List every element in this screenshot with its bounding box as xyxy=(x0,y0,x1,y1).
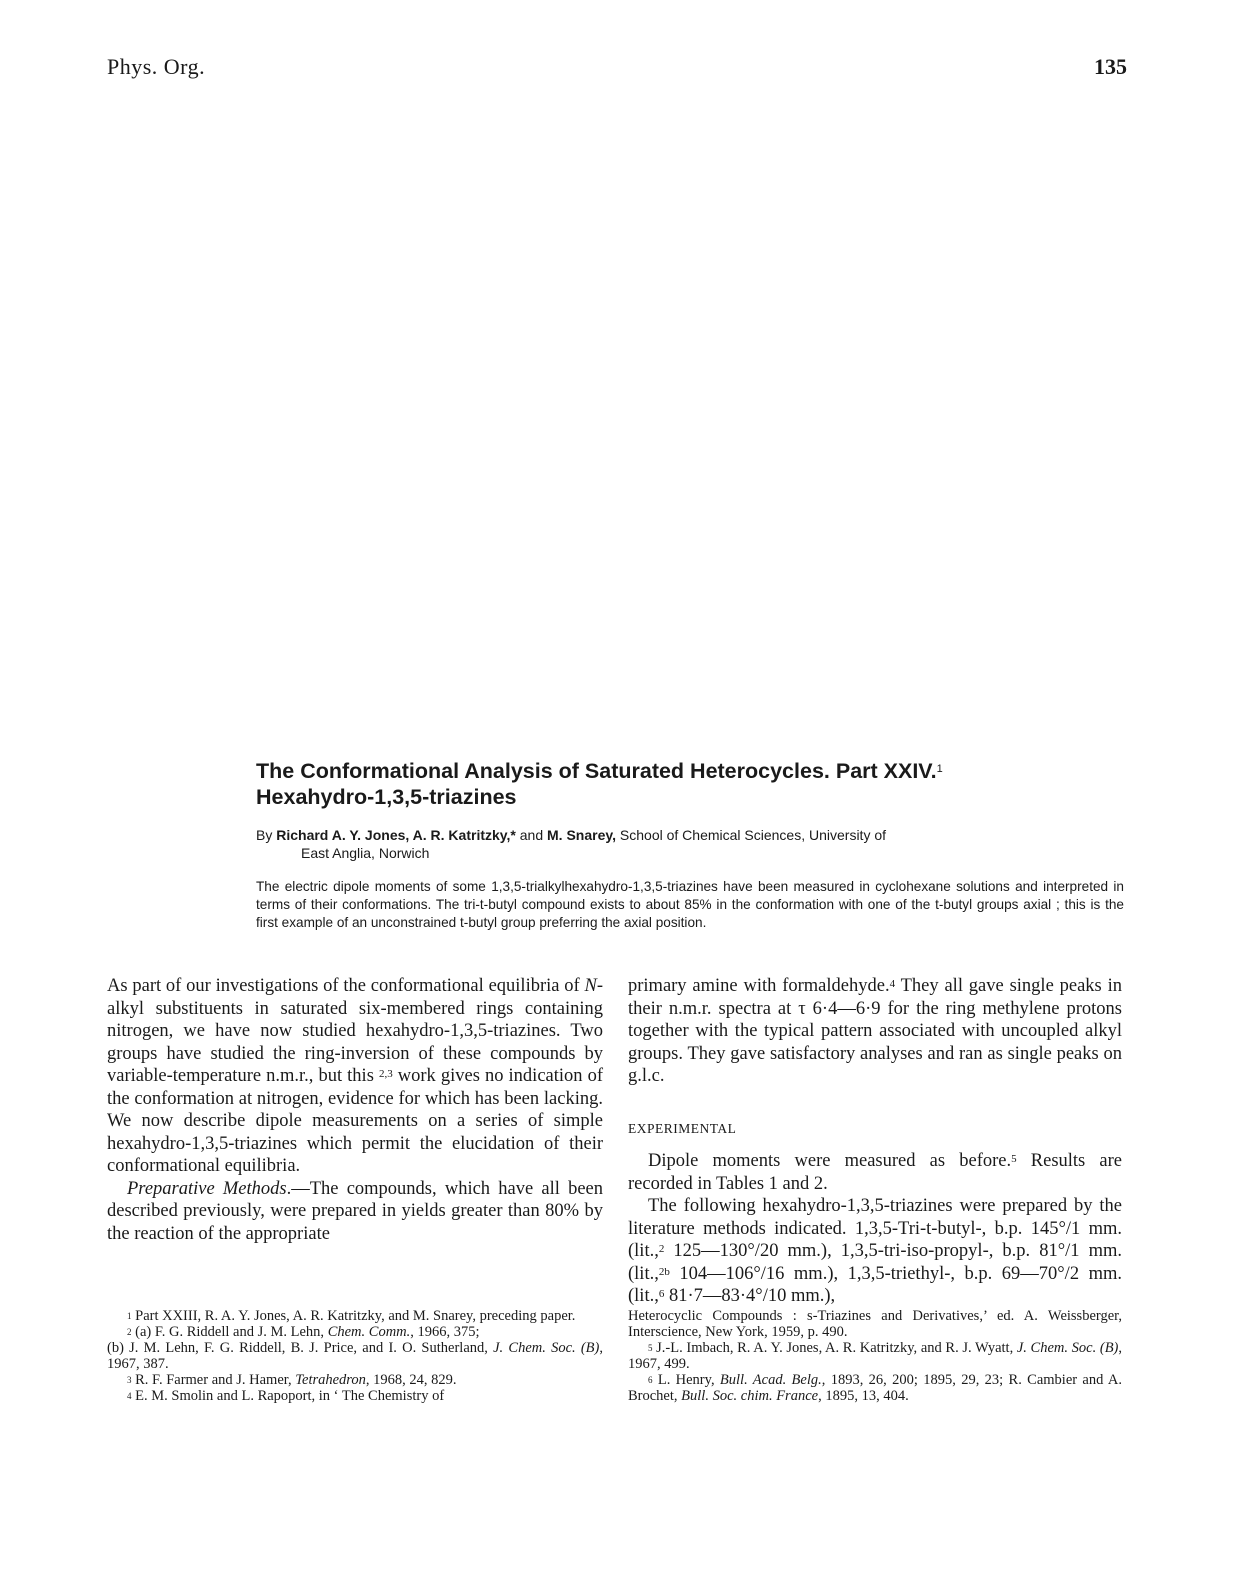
footnote-5-number: 5 xyxy=(648,1343,653,1353)
ref-2b: 2b xyxy=(658,1265,670,1278)
intro-italic-n: N xyxy=(584,976,597,996)
continuation-text-b: They all gave single peaks in their n.m.r. spectra at τ 6·4—6·9 for the ring methylene protons together with the typical pattern associated with uncoupled alkyl groups. They gave satisfactory analyses and ran as single peaks on g.l.c. xyxy=(628,976,1122,1086)
footnote-3-text: R. F. Farmer and J. Hamer, xyxy=(131,1372,296,1388)
intro-text-b: -alkyl substituents in saturated six-membered rings containing nitrogen, we have now studied hexahydro-1,3,5-triazines. Two groups have studied the ring-inversion of these compounds by variable-temperature n.m.r., but this xyxy=(107,976,603,1086)
footnote-5 xyxy=(628,1340,1122,1372)
title-line-1: The Conformational Analysis of Saturated Heterocycles. Part XXIV. xyxy=(256,759,937,783)
footnote-4-text: E. M. Smolin and L. Rapoport, in ‘ The Chemistry of xyxy=(131,1388,445,1404)
triazines-paragraph xyxy=(628,1195,1122,1308)
footnote-2-number: 2 xyxy=(127,1327,132,1337)
footnote-3-journal: Tetrahedron xyxy=(295,1372,366,1388)
continuation-paragraph xyxy=(628,975,1122,1088)
footnote-6 xyxy=(628,1372,1122,1404)
footnote-2a-text: (a) F. G. Riddell and J. M. Lehn, xyxy=(131,1324,328,1340)
footnote-4-number: 4 xyxy=(127,1391,132,1401)
footnote-1-text: Part XXIII, R. A. Y. Jones, A. R. Katritzky, and M. Snarey, preceding paper. xyxy=(131,1308,576,1324)
byline xyxy=(256,826,1124,862)
dipole-paragraph xyxy=(628,1150,1122,1195)
affiliation-2: East Anglia, Norwich xyxy=(301,845,430,861)
footnote-2b-text: (b) J. M. Lehn, F. G. Riddell, B. J. Price, and I. O. Sutherland, xyxy=(107,1340,494,1356)
footnote-5-text: J.-L. Imbach, R. A. Y. Jones, A. R. Katritzky, and R. J. Wyatt, xyxy=(652,1340,1017,1356)
running-head: Phys. Org. xyxy=(107,54,206,79)
intro-paragraph xyxy=(107,975,603,1178)
footnote-3-number: 3 xyxy=(127,1375,132,1385)
footnote-4-continued: Heterocyclic Compounds : s-Triazines and Derivatives,’ ed. A. Weissberger, Interscience, New York, 1959, p. 490. xyxy=(628,1308,1122,1340)
page-number: 135 xyxy=(1094,54,1127,79)
left-column xyxy=(107,975,603,1245)
affiliation-1: School of Chemical Sciences, University of xyxy=(616,827,887,843)
footnote-6-rest: , 1895, 13, 404. xyxy=(818,1388,909,1404)
title-footnote-ref: 1 xyxy=(936,763,943,775)
footnote-3 xyxy=(107,1372,603,1388)
footnote-6-number: 6 xyxy=(648,1375,653,1385)
footnote-2b-rest: , 1967, 387. xyxy=(107,1340,603,1372)
ref-4: 4 xyxy=(889,978,896,990)
byline-by: By xyxy=(256,827,277,843)
footnote-2b-journal: J. Chem. Soc. (B) xyxy=(493,1340,600,1356)
triazines-text-b: 125—130°/20 mm.), 1,3,5-tri-iso-propyl-, b.p. 81°/1 mm. (lit., xyxy=(628,1241,1122,1284)
continuation-text-a: primary amine with formaldehyde. xyxy=(628,976,890,996)
footnotes-left xyxy=(107,1308,603,1404)
footnote-2a-rest: , 1966, 375; xyxy=(410,1324,480,1340)
byline-and: and xyxy=(515,827,548,843)
ref-5: 5 xyxy=(1011,1153,1017,1165)
intro-text-a: As part of our investigations of the conformational equilibria of xyxy=(107,976,585,996)
footnote-1-number: 1 xyxy=(127,1311,132,1321)
footnote-6-mid: , 1893, 26, 200; 1895, 29, 23; R. Cambier and A. Brochet, xyxy=(628,1372,1123,1404)
triazines-text-c: 104—106°/16 mm.), 1,3,5-triethyl-, b.p. 69—70°/2 mm. (lit., xyxy=(628,1263,1122,1306)
footnote-2a-journal: Chem. Comm. xyxy=(327,1324,411,1340)
footnote-5-rest: , 1967, 499. xyxy=(628,1340,1123,1372)
footnote-6-journal-2: Bull. Soc. chim. France xyxy=(681,1388,819,1404)
dipole-text-a: Dipole moments were measured as before. xyxy=(648,1151,1012,1171)
ref-2-3: 2,3 xyxy=(378,1068,393,1080)
preparative-methods-paragraph xyxy=(107,1178,603,1246)
footnote-5-journal: J. Chem. Soc. (B) xyxy=(1016,1340,1119,1356)
footnote-6-text: L. Henry, xyxy=(652,1372,720,1388)
authors-2: M. Snarey, xyxy=(547,827,617,843)
right-column xyxy=(628,975,1122,1308)
footnote-1 xyxy=(107,1308,603,1324)
ref-6: 6 xyxy=(658,1288,665,1300)
article-title xyxy=(256,758,1124,810)
footnote-4 xyxy=(107,1388,603,1404)
title-line-2: Hexahydro-1,3,5-triazines xyxy=(256,785,517,809)
experimental-heading: EXPERIMENTAL xyxy=(628,1120,737,1136)
triazines-text-d: 81·7—83·4°/10 mm.), xyxy=(664,1286,836,1306)
triazines-text-a: The following hexahydro-1,3,5-triazines were prepared by the literature methods indicated. 1,3,5-Tri-t-butyl-, b.p. 145°/1 mm. (lit., xyxy=(628,1196,1122,1261)
authors-1: Richard A. Y. Jones, A. R. Katritzky,* xyxy=(276,827,516,843)
dipole-text-b: Results are recorded in Tables 1 and 2. xyxy=(628,1151,1122,1194)
footnote-3-rest: , 1968, 24, 829. xyxy=(365,1372,457,1388)
abstract: The electric dipole moments of some 1,3,5-trialkylhexahydro-1,3,5-triazines have been measured in cyclohexane solutions and interpreted in terms of their conformations. The tri-t-butyl compound exists to about 85% in the conformation with one of the t-butyl groups axial ; this is the first example of an unconstrained t-butyl group preferring the axial position. xyxy=(256,879,1124,930)
intro-text-c: work gives no indication of the conformation at nitrogen, evidence for which has been lacking. We now describe dipole measurements on a series of simple hexahydro-1,3,5-triazines which permit the elucidation of their conformational equilibria. xyxy=(107,1066,603,1176)
ref-2: 2 xyxy=(658,1243,665,1255)
footnote-6-journal-1: Bull. Acad. Belg. xyxy=(719,1372,822,1388)
preparative-methods-heading: Preparative Methods xyxy=(127,1178,287,1199)
footnote-2 xyxy=(107,1324,603,1372)
article-header xyxy=(256,758,1124,932)
preparative-methods-text: .—The compounds, which have all been described previously, were prepared in yields greater than 80% by the reaction of the appropriate xyxy=(107,1178,604,1244)
footnotes-right xyxy=(628,1308,1122,1404)
